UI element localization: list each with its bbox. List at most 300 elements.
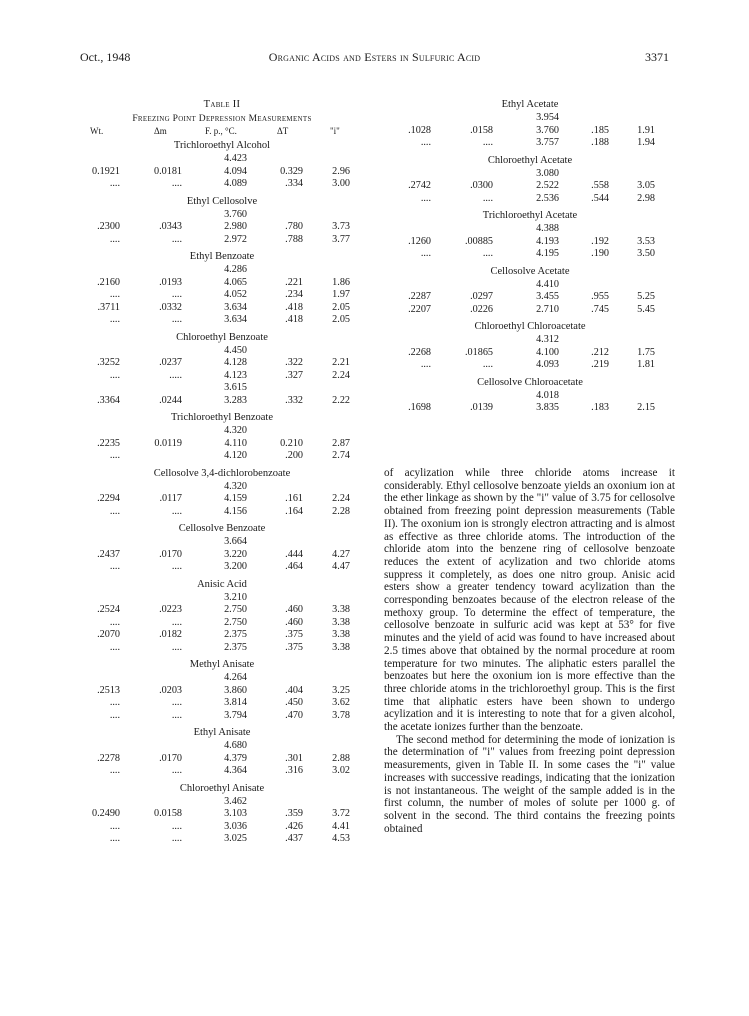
table-cell: .327 xyxy=(285,369,303,381)
table-cell: 3.794 xyxy=(224,709,247,721)
compound-name: Ethyl Acetate xyxy=(501,99,559,110)
table-cell: 3.757 xyxy=(536,137,559,148)
table-cell: .... xyxy=(420,137,431,148)
freezing-point-value: 4.312 xyxy=(536,334,559,345)
compound-section xyxy=(72,139,372,191)
table-cell: .2207 xyxy=(408,303,431,315)
table-row xyxy=(72,642,372,655)
table-cell: 4.089 xyxy=(224,178,247,189)
table-cell: .301 xyxy=(285,752,303,764)
table-cell: .470 xyxy=(285,709,303,721)
table-cell: .426 xyxy=(285,820,303,832)
table-cell: 4.379 xyxy=(224,752,247,764)
table-row xyxy=(385,193,675,206)
freezing-point-value: 3.462 xyxy=(224,795,247,807)
table-cell: .2300 xyxy=(97,221,120,232)
table-cell: 2.972 xyxy=(224,233,247,245)
freezing-point-value: 4.018 xyxy=(536,389,559,401)
table-cell: 0.0181 xyxy=(153,165,182,177)
table-cell: .221 xyxy=(285,276,303,288)
table-cell: .0297 xyxy=(470,291,493,302)
solvent-freezing-point xyxy=(72,592,372,605)
table-cell: 2.98 xyxy=(637,192,655,204)
table-row xyxy=(385,347,675,360)
compound-name: Trichloroethyl Acetate xyxy=(482,210,578,221)
table-row xyxy=(72,221,372,234)
solvent-freezing-point xyxy=(385,223,675,236)
table-cell: .192 xyxy=(591,235,609,247)
right-sections xyxy=(385,98,675,415)
table-row xyxy=(72,450,372,463)
table-cell: 2.710 xyxy=(536,303,559,315)
table-cell: 3.615 xyxy=(224,382,247,393)
table-cell: 4.120 xyxy=(224,450,247,461)
table-cell: .00885 xyxy=(464,235,493,247)
freezing-point-value: 4.410 xyxy=(536,278,559,290)
solvent-freezing-point xyxy=(72,209,372,222)
solvent-freezing-point xyxy=(72,264,372,277)
freezing-point-value: 4.680 xyxy=(224,740,247,751)
table-cell: .359 xyxy=(285,808,303,819)
table-cell: .322 xyxy=(285,357,303,368)
table-cell: .2437 xyxy=(97,548,120,560)
compound-section xyxy=(385,320,675,372)
table-cell: .375 xyxy=(285,641,303,653)
table-cell: 4.364 xyxy=(224,765,247,776)
table-row xyxy=(72,833,372,846)
column-header: F. p., °C. xyxy=(205,126,237,136)
table-cell: .0170 xyxy=(159,548,182,560)
table-cell: 4.156 xyxy=(224,505,247,517)
table-cell: 4.065 xyxy=(224,276,247,288)
table-cell: 2.375 xyxy=(224,629,247,640)
table-cell: 0.210 xyxy=(280,437,303,449)
freezing-point-value: 4.264 xyxy=(224,672,247,683)
table-row xyxy=(72,561,372,574)
table-cell: .3252 xyxy=(97,357,120,368)
table-cell: .0223 xyxy=(159,604,182,615)
solvent-freezing-point xyxy=(72,672,372,685)
compound-name: Ethyl Anisate xyxy=(193,727,251,738)
table-cell: 4.052 xyxy=(224,289,247,300)
table-cell: 2.375 xyxy=(224,641,247,653)
table-cell: 0.1921 xyxy=(91,165,120,177)
table-cell: 2.05 xyxy=(332,314,350,325)
freezing-point-value: 3.080 xyxy=(536,167,559,179)
table-cell: 1.94 xyxy=(637,137,655,148)
table-cell: ..... xyxy=(169,369,182,381)
table-cell: .... xyxy=(482,248,493,259)
table-cell: 3.200 xyxy=(224,561,247,572)
table-cell: 2.15 xyxy=(637,402,655,413)
table-cell: 4.41 xyxy=(332,820,350,832)
table-row xyxy=(385,291,675,304)
solvent-freezing-point xyxy=(72,796,372,809)
table-row xyxy=(72,549,372,562)
compound-section xyxy=(385,154,675,206)
table-cell: .460 xyxy=(285,616,303,628)
compound-section xyxy=(72,331,372,408)
table-cell: 4.128 xyxy=(224,357,247,368)
table-cell: .2160 xyxy=(97,276,120,288)
table-cell: .0117 xyxy=(159,493,182,504)
table-cell: .200 xyxy=(285,450,303,461)
table-cell: .... xyxy=(109,450,120,461)
table-cell: 4.159 xyxy=(224,493,247,504)
table-title: Table II xyxy=(203,99,241,110)
compound-name: Ethyl Cellosolve xyxy=(186,195,258,207)
table-cell: .332 xyxy=(285,394,303,406)
table-row xyxy=(72,178,372,191)
solvent-freezing-point xyxy=(385,279,675,292)
table-cell: .... xyxy=(109,314,120,325)
table-cell: 0.0158 xyxy=(153,808,182,819)
table-cell: 3.860 xyxy=(224,684,247,696)
table-cell: .... xyxy=(171,697,182,708)
table-row xyxy=(72,302,372,315)
table-cell: .... xyxy=(109,616,120,628)
table-cell: 3.760 xyxy=(536,124,559,136)
table-cell: 3.02 xyxy=(332,765,350,776)
table-cell: .444 xyxy=(285,548,303,560)
table-cell: 3.634 xyxy=(224,314,247,325)
compound-section xyxy=(385,265,675,317)
freezing-point-value: 4.450 xyxy=(224,344,247,356)
table-row xyxy=(72,277,372,290)
column-header: "i" xyxy=(330,126,340,136)
table-cell: 5.25 xyxy=(637,291,655,302)
table-cell: .334 xyxy=(285,178,303,189)
table-cell: .188 xyxy=(591,137,609,148)
table-cell: .2524 xyxy=(97,604,120,615)
table-cell: .... xyxy=(171,616,182,628)
table-cell: .... xyxy=(420,359,431,370)
table-cell: 4.100 xyxy=(536,346,559,358)
table-cell: .161 xyxy=(285,493,303,504)
solvent-freezing-point xyxy=(385,390,675,403)
table-row xyxy=(72,753,372,766)
table-cell: 1.75 xyxy=(637,346,655,358)
table-cell: .375 xyxy=(285,629,303,640)
solvent-freezing-point xyxy=(72,345,372,358)
table-cell: .2070 xyxy=(97,629,120,640)
table-row xyxy=(385,304,675,317)
compound-name: Trichloroethyl Alcohol xyxy=(173,140,271,151)
table-cell: .... xyxy=(109,833,120,844)
table-cell: .... xyxy=(109,697,120,708)
table-cell: .219 xyxy=(591,359,609,370)
table-cell: 3.73 xyxy=(332,221,350,232)
compound-name: Cellosolve Chloroacetate xyxy=(477,376,583,388)
table-cell: 2.750 xyxy=(224,604,247,615)
compound-name: Chloroethyl Chloroacetate xyxy=(474,321,586,332)
table-cell: .450 xyxy=(285,697,303,708)
table-cell: .0193 xyxy=(159,276,182,288)
solvent-freezing-point xyxy=(72,536,372,549)
table-row xyxy=(72,821,372,834)
compound-section xyxy=(72,658,372,722)
table-cell: 2.536 xyxy=(536,192,559,204)
table-cell: 3.50 xyxy=(637,248,655,259)
table-cell: 4.123 xyxy=(224,369,247,381)
table-cell: .2235 xyxy=(97,437,120,449)
table-cell: .2287 xyxy=(408,291,431,302)
table-cell: 4.193 xyxy=(536,235,559,247)
table-cell: 4.094 xyxy=(224,165,247,177)
left-sections xyxy=(72,139,372,846)
table-cell: .234 xyxy=(285,289,303,300)
table-cell: 3.036 xyxy=(224,820,247,832)
table-cell: .... xyxy=(420,248,431,259)
table-cell: 3.38 xyxy=(332,641,350,653)
table-cell: 2.74 xyxy=(332,450,350,461)
table-cell: .418 xyxy=(285,301,303,313)
table-cell: .0182 xyxy=(159,629,182,640)
table-cell: 3.634 xyxy=(224,301,247,313)
table-cell: 4.27 xyxy=(332,548,350,560)
table-cell: 2.22 xyxy=(332,394,350,406)
table-cell: 1.97 xyxy=(332,289,350,300)
body-text xyxy=(384,467,675,835)
compound-name: Chloroethyl Benzoate xyxy=(176,331,268,343)
compound-section xyxy=(385,209,675,261)
table-cell: 3.53 xyxy=(637,235,655,247)
table-cell: 4.47 xyxy=(332,561,350,572)
table-cell: 2.24 xyxy=(332,493,350,504)
table-cell: 3.38 xyxy=(332,629,350,640)
table-cell: 0.0119 xyxy=(154,437,182,449)
table-cell: 2.24 xyxy=(332,369,350,381)
table-cell: 4.195 xyxy=(536,248,559,259)
table-row xyxy=(72,765,372,778)
compound-section xyxy=(72,250,372,327)
table-cell: .164 xyxy=(285,505,303,517)
table-cell: .... xyxy=(482,192,493,204)
table-cell: .3364 xyxy=(97,394,120,406)
table-cell: .0226 xyxy=(470,303,493,315)
table-cell: .788 xyxy=(285,233,303,245)
table-cell: .... xyxy=(109,233,120,245)
table-cell: 2.88 xyxy=(332,752,350,764)
table-cell: .0158 xyxy=(470,124,493,136)
table-cell: 0.329 xyxy=(280,165,303,177)
table-cell: .... xyxy=(109,289,120,300)
table-cell: .... xyxy=(171,709,182,721)
table-cell: .... xyxy=(109,369,120,381)
table-cell: .1698 xyxy=(408,402,431,413)
table-cell: 0.2490 xyxy=(91,808,120,819)
compound-section xyxy=(72,195,372,247)
compound-name: Methyl Anisate xyxy=(189,659,255,670)
compound-section xyxy=(385,376,675,415)
table-cell: 3.103 xyxy=(224,808,247,819)
table-row xyxy=(72,710,372,723)
table-cell: .558 xyxy=(591,180,609,191)
table-cell: 3.835 xyxy=(536,402,559,413)
table-row xyxy=(72,629,372,642)
table-cell: .... xyxy=(482,359,493,370)
table-subtitle: Freezing Point Depression Measurements xyxy=(132,114,312,124)
compound-section xyxy=(72,578,372,655)
table-cell: .1260 xyxy=(408,235,431,247)
freezing-point-value: 4.423 xyxy=(224,153,247,164)
freezing-point-value: 3.954 xyxy=(536,112,559,123)
table-cell: 4.110 xyxy=(224,437,247,449)
table-cell: 3.78 xyxy=(332,709,350,721)
table-cell: 2.21 xyxy=(332,357,350,368)
table-cell: .464 xyxy=(285,561,303,572)
table-cell: .... xyxy=(109,765,120,776)
table-cell: 3.77 xyxy=(332,233,350,245)
column-header: Δm xyxy=(154,126,167,136)
table-cell: 3.05 xyxy=(637,180,655,191)
table-cell: .2268 xyxy=(408,346,431,358)
table-cell: .0139 xyxy=(470,402,493,413)
table-row xyxy=(72,234,372,247)
table-cell: .... xyxy=(109,820,120,832)
table-cell: 3.38 xyxy=(332,616,350,628)
freezing-point-value: 3.210 xyxy=(224,591,247,603)
table-cell: .212 xyxy=(591,346,609,358)
table-cell: .2294 xyxy=(97,493,120,504)
solvent-freezing-point xyxy=(385,334,675,347)
table-row xyxy=(72,289,372,302)
table-cell: .404 xyxy=(285,684,303,696)
table-cell: .460 xyxy=(285,604,303,615)
table-row xyxy=(385,137,675,150)
table-row xyxy=(72,166,372,179)
table-cell: 2.980 xyxy=(224,221,247,232)
table-cell: .437 xyxy=(285,833,303,844)
table-cell: 2.750 xyxy=(224,616,247,628)
table-row xyxy=(72,314,372,327)
table-row xyxy=(72,685,372,698)
compound-section xyxy=(72,782,372,846)
freezing-point-value: 4.286 xyxy=(224,264,247,275)
solvent-freezing-point xyxy=(72,425,372,438)
table-cell: 2.522 xyxy=(536,180,559,191)
table-cell: 3.62 xyxy=(332,697,350,708)
table-cell: .190 xyxy=(591,248,609,259)
table-cell: .2513 xyxy=(97,684,120,696)
freezing-point-value: 4.388 xyxy=(536,223,559,234)
table-cell: .780 xyxy=(285,221,303,232)
table-cell: .0300 xyxy=(470,180,493,191)
table-cell: 2.05 xyxy=(332,301,350,313)
table-cell: .2742 xyxy=(408,180,431,191)
page-number: 3371 xyxy=(645,50,669,64)
table-row xyxy=(72,382,372,395)
table-row xyxy=(72,493,372,506)
table-row xyxy=(385,359,675,372)
table-cell: .... xyxy=(171,233,182,245)
table-cell: 1.81 xyxy=(637,359,655,370)
table-row xyxy=(72,617,372,630)
table-row xyxy=(72,438,372,451)
freezing-point-value: 3.760 xyxy=(224,208,247,220)
table-cell: .... xyxy=(171,833,182,844)
table-cell: .183 xyxy=(591,402,609,413)
table-cell: .0343 xyxy=(159,221,182,232)
table-cell: .... xyxy=(109,505,120,517)
compound-name: Trichloroethyl Benzoate xyxy=(171,412,273,423)
table-cell: .0332 xyxy=(159,301,182,313)
table-column-headers xyxy=(72,126,372,139)
table-cell: .418 xyxy=(285,314,303,325)
table-cell: .185 xyxy=(591,124,609,136)
table-cell: .0237 xyxy=(159,357,182,368)
table-cell: 3.220 xyxy=(224,548,247,560)
column-header: ΔT xyxy=(277,126,289,136)
table-cell: .... xyxy=(171,765,182,776)
running-header-title: Organic Acids and Esters in Sulfuric Acid xyxy=(268,50,481,64)
table-row xyxy=(72,808,372,821)
freezing-point-value: 4.320 xyxy=(224,480,247,492)
table-cell: 3.38 xyxy=(332,604,350,615)
table-cell: 3.025 xyxy=(224,833,247,844)
table-cell: .01865 xyxy=(464,346,493,358)
table-cell: .0244 xyxy=(159,394,182,406)
table-cell: 4.093 xyxy=(536,359,559,370)
compound-section xyxy=(72,411,372,463)
running-header-date: Oct., 1948 xyxy=(80,50,131,64)
compound-section xyxy=(72,726,372,778)
solvent-freezing-point xyxy=(72,481,372,494)
table-row xyxy=(72,370,372,383)
table-cell: .... xyxy=(171,178,182,189)
table-cell: .0203 xyxy=(159,684,182,696)
table-cell: .316 xyxy=(285,765,303,776)
table-row xyxy=(72,604,372,617)
compound-name: Cellosolve Acetate xyxy=(490,265,570,277)
table-cell: 3.283 xyxy=(224,394,247,406)
table-cell: .... xyxy=(420,192,431,204)
table-cell: .... xyxy=(109,561,120,572)
table-cell: .... xyxy=(171,820,182,832)
table-cell: .745 xyxy=(591,303,609,315)
table-cell: 3.00 xyxy=(332,178,350,189)
freezing-point-value: 4.320 xyxy=(224,425,247,436)
compound-section xyxy=(72,467,372,519)
table-cell: .0170 xyxy=(159,752,182,764)
table-cell: 3.72 xyxy=(332,808,350,819)
freezing-point-value: 3.664 xyxy=(224,536,247,547)
solvent-freezing-point xyxy=(385,112,675,125)
compound-name: Cellosolve 3,4-dichlorobenzoate xyxy=(153,467,291,479)
table-cell: .... xyxy=(109,641,120,653)
solvent-freezing-point xyxy=(72,153,372,166)
compound-section xyxy=(72,522,372,574)
table-row xyxy=(385,236,675,249)
table-right-column xyxy=(385,98,675,415)
solvent-freezing-point xyxy=(72,740,372,753)
table-cell: 3.25 xyxy=(332,684,350,696)
table-row xyxy=(72,506,372,519)
table-cell: .... xyxy=(171,314,182,325)
table-cell: .3711 xyxy=(97,301,120,313)
table-cell: .... xyxy=(109,709,120,721)
table-left-column xyxy=(72,98,372,846)
solvent-freezing-point xyxy=(385,168,675,181)
table-row xyxy=(385,125,675,138)
compound-name: Chloroethyl Anisate xyxy=(179,782,265,794)
table-cell: 5.45 xyxy=(637,303,655,315)
compound-name: Anisic Acid xyxy=(197,578,247,590)
table-row xyxy=(385,180,675,193)
table-cell: 3.814 xyxy=(224,697,247,708)
table-cell: .... xyxy=(171,289,182,300)
table-cell: 1.91 xyxy=(637,124,655,136)
